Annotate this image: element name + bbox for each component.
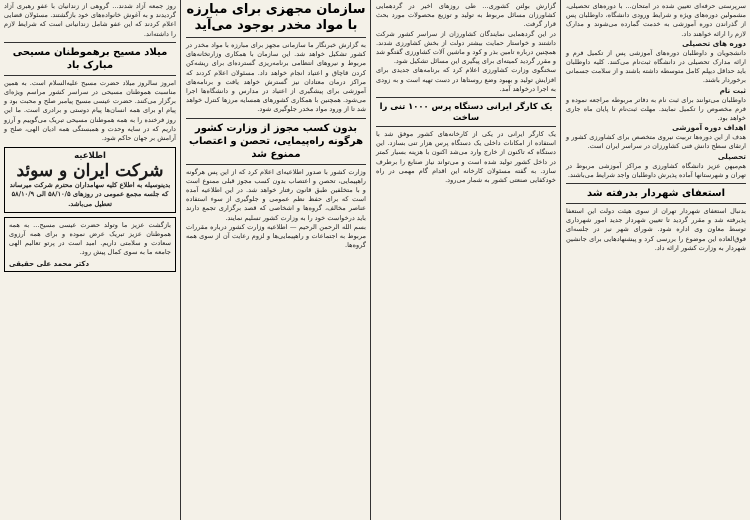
article-text: سخنگوی وزارت کشاورزی اعلام کرد که برنامه‌های جدیدی برای افزایش تولید و بهبود وضع روستاها در دست تهیه است و به زودی به اجرا درخواهد آمد. [376, 66, 556, 93]
article-text: بسم الله الرحمن الرحیم — اطلاعیه وزارت کشور درباره مقررات مربوط به اجتماعات و راهپیمایی‌ها و لزوم رعایت آن از سوی همه گروه‌ها. [186, 222, 366, 250]
divider [566, 183, 746, 184]
column-left [0, 0, 180, 520]
column-center-left [182, 0, 370, 520]
notice-title: اطلاعیه [74, 151, 106, 162]
divider [376, 126, 556, 127]
notice-box [4, 147, 176, 213]
headline-mayor-resignation: استعفای شهردار بدرفته شد [586, 188, 726, 200]
divider [186, 118, 366, 119]
article-text: سرپرستی حرفه‌ای تعیین شده در امتحان... با دوره‌های تحصیلی، مشمولین دوره‌های ویژه و شرایط ورودی دانشگاه، داوطلبان پس از گذراندن دوره آموزشی به خدمت گمارده می‌شوند و مدارک لازم را ارائه خواهند داد. [566, 2, 746, 38]
article-text: بدنبال استعفای شهردار تهران از سوی هیئت دولت این استعفا پذیرفته شد و مقرر گردید تا تعیین شهردار جدید امور شهرداری توسط معاون وی اداره شود. شورای شهر نیز در جلسه‌ای فوق‌العاده این موضوع را بررسی کرد و پیشنهادهایی برای جانشین شهردار به وزارت کشور ارائه داد. [566, 207, 746, 252]
column-rule [370, 0, 371, 520]
article-text: امروز سالروز میلاد حضرت مسیح علیه‌السلام است. به همین مناسبت هموطنان مسیحی در سراسر کشور مراسم ویژه‌ای برگزار می‌کنند. حضرت عیسی مسیح پیامبر صلح و محبت بود و پیام او برای همه انسان‌ها پیام دوستی و برادری است. ما این روز فرخنده را به همه هموطنان مسیحی تبریک می‌گوییم و آرزو داریم که در سایه وحدت و همبستگی همه ادیان الهی، صلح و آرامش بر جهان حاکم شود. [4, 78, 176, 143]
subheading: ثبت نام [719, 85, 746, 95]
article-text: روز جمعه آزاد شدند... گروهی از زندانیان با عفو رهبری آزاد گردیدند و به آغوش خانواده‌های خود بازگشتند. مسئولان قضایی اعلام کردند که این عفو شامل زندانیانی است که شرایط لازم را داشته‌اند. [4, 2, 176, 38]
column-rule [560, 0, 561, 520]
subheading: اهداف دوره آموزشی [672, 123, 746, 133]
article-text: گزارش بولتن کشوری... طی روزهای اخیر در گردهمایی کشاورزان مسائل مربوط به تولید و توزیع محصولات مورد بحث قرار گرفت. [376, 2, 556, 29]
headline-narcotics-organization: سازمان مجهزی برای مبارزه با مواد مخدر بوجود می‌آید [186, 2, 366, 33]
divider [186, 164, 366, 165]
divider [4, 42, 176, 43]
headline-press-machine: یک کارگر ایرانی دستگاه پرس ۱۰۰۰ تنی را ساخت [379, 101, 553, 123]
column-rule [180, 0, 181, 520]
article-text: وزارت کشور با صدور اطلاعیه‌ای اعلام کرد که از این پس هرگونه راهپیمایی، تحصن و اعتصاب بدون کسب مجوز قبلی ممنوع است و با متخلفین طبق قانون رفتار خواهد شد. در این اطلاعیه آمده است که برای حفظ نظم عمومی و جلوگیری از سوء استفاده عناصر مخالف، گروه‌ها و اشخاصی که قصد برگزاری تجمع دارند باید درخواست خود را به وزارت کشور تسلیم نمایند. [186, 167, 366, 222]
subheading: دوره های تحصیلی [682, 38, 746, 48]
article-text: هدف از این دوره‌ها تربیت نیروی متخصص برای کشاورزی کشور و ارتقای سطح دانش فنی کشاورزان در سراسر ایران است. [566, 133, 746, 151]
divider [566, 203, 746, 204]
column-center-right [372, 0, 560, 520]
signature: دکتر محمد علی حقیقی [9, 259, 90, 268]
subheading: تحصیلی [717, 151, 746, 161]
article-text: به گزارش خبرنگار ما سازمانی مجهز برای مبارزه با مواد مخدر در کشور تشکیل خواهد شد. این سازمان با همکاری وزارتخانه‌های مربوط و نیروهای انتظامی برنامه‌ریزی گسترده‌ای برای ریشه‌کن کردن قاچاق و اعتیاد انجام خواهد داد. مسئولان اعلام کردند که مراکز درمان معتادان نیز گسترش خواهد یافت و برنامه‌های آموزشی برای پیشگیری از اعتیاد در مدارس و دانشگاه‌ها اجرا می‌شود. همچنین با همکاری کشورهای همسایه مرزها کنترل خواهد شد تا از ورود مواد مخدر جلوگیری شود. [186, 41, 366, 114]
divider [376, 97, 556, 98]
article-text: یک کارگر ایرانی در یکی از کارخانه‌های کشور موفق شد با استفاده از امکانات داخلی یک دستگاه پرس هزار تنی بسازد. این دستگاه که تاکنون از خارج وارد می‌شد اکنون با هزینه بسیار کمتر در داخل کشور تولید شده است و می‌تواند نیاز صنایع را برطرف سازد. به گفته مسئولان کارخانه این اقدام گام مهمی در راه خودکفایی صنعتی کشور به شمار می‌رود. [376, 130, 556, 185]
article-text: در این گردهمایی نمایندگان کشاورزان از سراسر کشور شرکت داشتند و خواستار حمایت بیشتر دولت از بخش کشاورزی شدند. همچنین درباره تامین بذر و کود و ماشین آلات کشاورزی گفتگو شد و مقرر گردید کمیته‌ای برای پیگیری این مسائل تشکیل شود. [376, 29, 556, 66]
headline-protest-ban: بدون کسب مجوز از وزارت کشور هرگونه راه‌پیمایی، تحصن و اعتصاب ممنوع شد [188, 122, 364, 160]
article-text: هم‌میهن عزیز دانشگاه کشاورزی و مراکز آموزشی مربوط در تهران و شهرستانها آماده پذیرش داوطلبان واجد شرایط می‌باشند. [566, 161, 746, 179]
column-right [562, 0, 750, 520]
headline-christmas: میلاد مسیح برهموطنان مسیحی مبارک باد [12, 46, 168, 71]
divider [4, 75, 176, 76]
divider [186, 37, 366, 38]
announcement-box [4, 217, 176, 272]
notice-text: بدینوسیله به اطلاع کلیه سهامداران محترم شرکت میرساند که جلسه مجمع عمومی در روزهای ۵۸/۱۰/۵ الی ۵۸/۱۰/۹ تعطیل می‌باشد. [9, 181, 171, 208]
announcement-text: بازگشت عزیز ما وتولد حضرت عیسی مسیح... به همه هموطنان عزیز تبریک عرض نموده و برای همه آرزوی سعادت و سلامتی داریم. امید است در پرتو تعالیم الهی جامعه ما به سوی کمال پیش رود. [9, 220, 171, 257]
article-text: دانشجویان و داوطلبان دوره‌های آموزشی پس از تکمیل فرم و ارائه مدارک تحصیلی در دانشگاه ثبت‌نام می‌کنند. کلیه داوطلبان باید حداقل دیپلم کامل متوسطه داشته باشند و از سلامت جسمانی برخوردار باشند. [566, 48, 746, 85]
notice-company: شرکت ایران و سوئد [16, 161, 164, 182]
article-text: داوطلبان می‌توانند برای ثبت نام به دفاتر مربوطه مراجعه نموده و فرم مخصوص را تکمیل نمایند. مهلت ثبت‌نام تا پایان ماه جاری خواهد بود. [566, 95, 746, 123]
